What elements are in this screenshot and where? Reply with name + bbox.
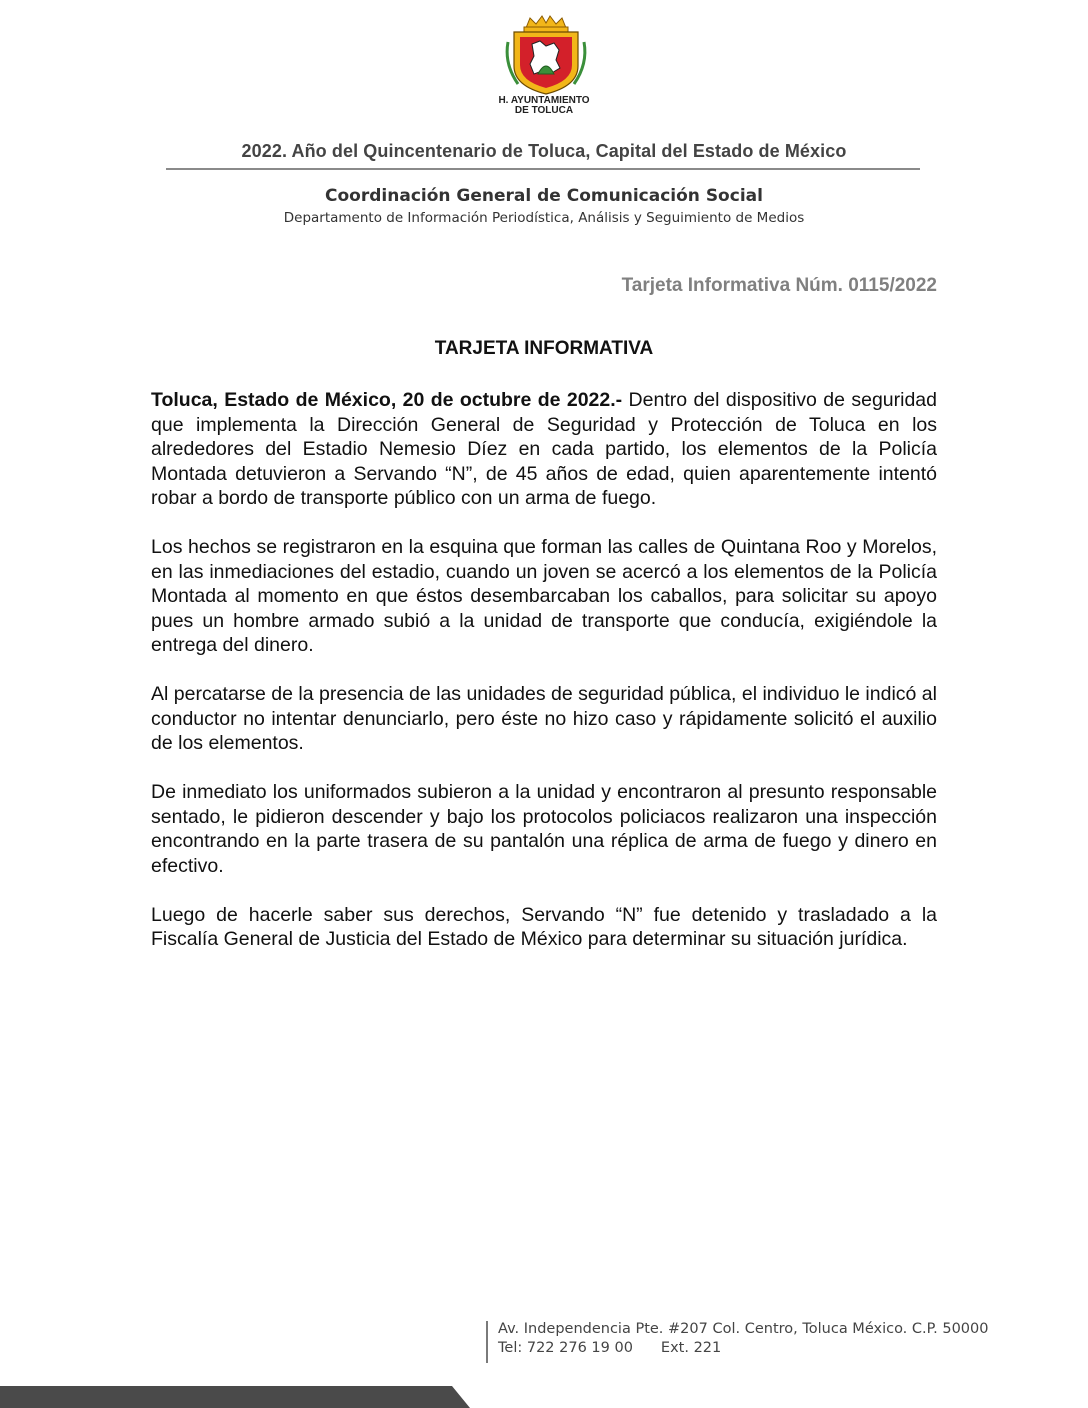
crest-label bbox=[440, 96, 648, 116]
paragraph-2: Los hechos se registraron en la esquina que forman las calles de Quintana Roo y Morelos, en las inmediaciones del estadio, cuando un joven se acercó a los elementos de la Policía Montada al momento en que éstos desembarcaban los caballos, para solicitar su apoyo pues un hombre armado subió a la unidad de transporte que conducía, exigiéndole la entrega del dinero. bbox=[151, 536, 937, 656]
footer-contact bbox=[498, 1340, 721, 1356]
year-motto: 2022. Año del Quincentenario de Toluca, Capital del Estado de México bbox=[241, 141, 847, 161]
crest-label-line1: H. AYUNTAMIENTO bbox=[498, 95, 590, 106]
paragraph-4: De inmediato los uniformados subieron a la unidad y encontraron al presunto responsable sentado, le pidieron descender y bajo los protocolos policiacos realizaron una inspección encontrando en la parte trasera de su pantalón una réplica de arma de fuego y dinero en efectivo. bbox=[151, 781, 937, 877]
header-divider bbox=[166, 168, 920, 170]
paragraph-1 bbox=[151, 388, 937, 511]
footer-phone: Tel: 722 276 19 00 bbox=[498, 1340, 633, 1356]
footer-divider bbox=[486, 1321, 488, 1363]
card-number: Tarjeta Informativa Núm. 0115/2022 bbox=[621, 275, 937, 296]
crest-label-line2: DE TOLUCA bbox=[514, 105, 574, 116]
department-subtitle: Departamento de Información Periodística, Análisis y Seguimiento de Medios bbox=[283, 210, 805, 226]
footer-extension: Ext. 221 bbox=[660, 1340, 722, 1356]
footer-band bbox=[0, 1386, 470, 1408]
paragraph-3: Al percatarse de la presencia de las unidades de seguridad pública, el individuo le indicó al conductor no intentar denunciarlo, pero éste no hizo caso y rápidamente solicitó el auxilio de los elementos. bbox=[151, 683, 937, 754]
footer-address: Av. Independencia Pte. #207 Col. Centro, Toluca México. C.P. 50000 bbox=[498, 1321, 989, 1337]
document-title: TARJETA INFORMATIVA bbox=[434, 338, 654, 359]
crest-shield-icon bbox=[496, 14, 596, 96]
document-body bbox=[151, 388, 937, 976]
paragraph-1-text: Dentro del dispositivo de seguridad que implementa la Dirección General de Seguridad y Protección de Toluca en los alrededores del Estadio Nemesio Díez en cada partido, los elementos de la Policía Montada detuvieron a Servando “N”, de 45 años de edad, quien aparentemente intentó robar a bordo de transporte público con un arma de fuego. bbox=[151, 389, 937, 509]
coordination-title: Coordinación General de Comunicación Social bbox=[325, 186, 763, 206]
paragraph-5: Luego de hacerle saber sus derechos, Servando “N” fue detenido y trasladado a la Fiscalía General de Justicia del Estado de México para determinar su situación jurídica. bbox=[151, 903, 937, 950]
dateline: Toluca, Estado de México, 20 de octubre de 2022.- bbox=[151, 389, 623, 411]
